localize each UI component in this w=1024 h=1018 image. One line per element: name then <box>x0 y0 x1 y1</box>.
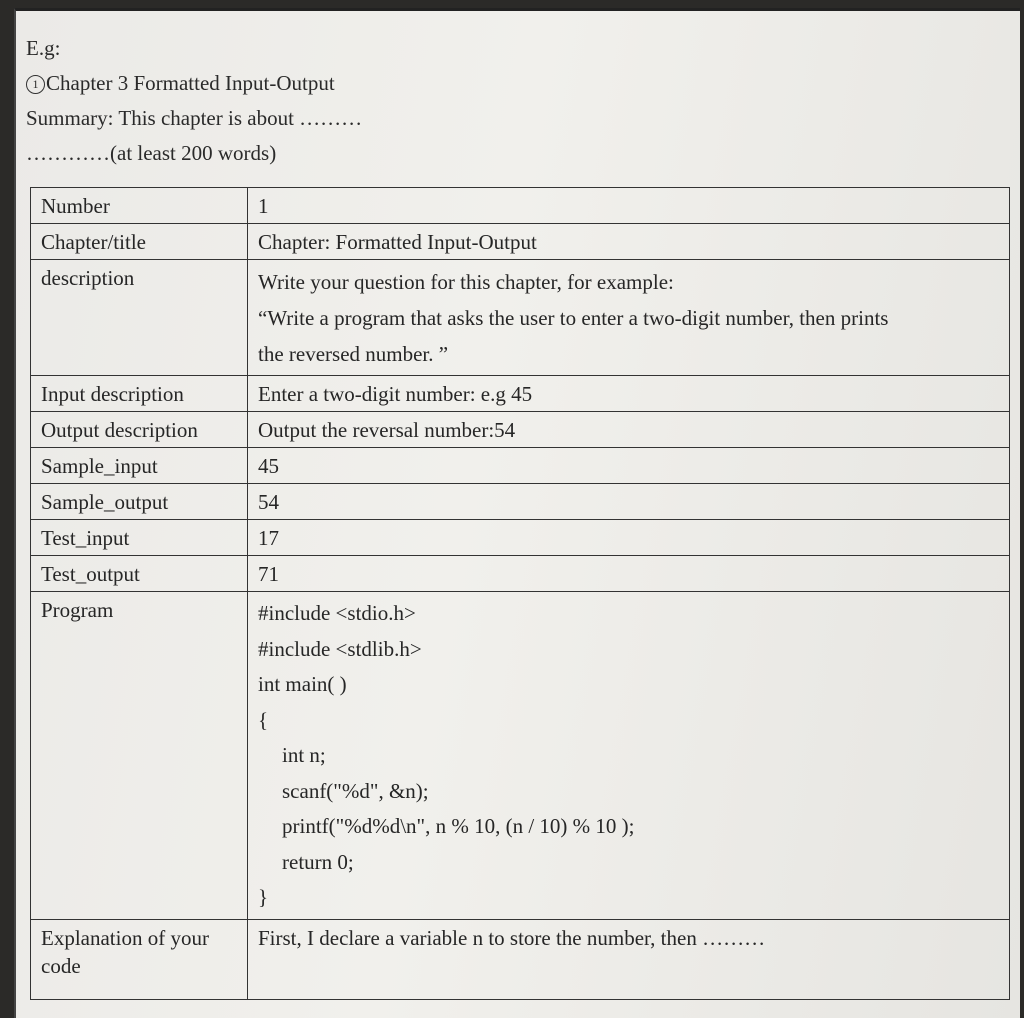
row-value: 54 <box>248 484 1010 520</box>
description-line: Write your question for this chapter, for example: <box>258 270 674 294</box>
chapter-heading-text: Chapter 3 Formatted Input-Output <box>46 71 335 95</box>
code-line: #include <stdio.h> <box>258 601 416 625</box>
row-label: Sample_input <box>31 448 248 484</box>
table-row <box>31 224 1010 260</box>
circled-number: 1 <box>26 75 45 94</box>
description-line: “Write a program that asks the user to enter a two-digit number, then prints <box>258 306 889 330</box>
row-value: Enter a two-digit number: e.g 45 <box>248 376 1010 412</box>
summary-line: Summary: This chapter is about ……… <box>26 106 363 130</box>
row-label: Chapter/title <box>31 224 248 260</box>
table-row <box>31 376 1010 412</box>
code-line: } <box>258 885 269 909</box>
program-code <box>248 592 1010 920</box>
row-label: Program <box>31 592 248 920</box>
code-line: scanf("%d", &n); <box>282 778 429 803</box>
row-label: description <box>31 260 248 376</box>
summary-line-2: …………(at least 200 words) <box>26 141 277 165</box>
description-line: the reversed number. ” <box>258 342 449 366</box>
row-label: Number <box>31 188 248 224</box>
row-label: Sample_output <box>31 484 248 520</box>
label-line: Explanation of your <box>41 925 209 950</box>
row-label: Test_input <box>31 520 248 556</box>
row-value: First, I declare a variable n to store the number, then ……… <box>248 919 1010 999</box>
chapter-heading <box>26 66 362 101</box>
row-label: Test_output <box>31 556 248 592</box>
row-label: Output description <box>31 412 248 448</box>
table-row <box>31 188 1010 224</box>
table-row <box>31 260 1010 376</box>
table-row <box>31 448 1010 484</box>
document-page <box>14 8 1020 1018</box>
code-line: int main( ) <box>258 672 347 696</box>
intro-block <box>26 31 362 171</box>
assignment-table <box>30 187 1010 1000</box>
row-value: 71 <box>248 556 1010 592</box>
table-row <box>31 592 1010 920</box>
code-line: return 0; <box>282 849 354 874</box>
row-value: 45 <box>248 448 1010 484</box>
row-value: 17 <box>248 520 1010 556</box>
code-line: printf("%d%d\n", n % 10, (n / 10) % 10 ); <box>282 814 635 838</box>
code-line: int n; <box>282 743 326 767</box>
code-line: { <box>258 707 269 732</box>
row-value <box>248 260 1010 376</box>
table-row <box>31 556 1010 592</box>
label-line: code <box>41 953 81 978</box>
eg-label: E.g: <box>26 36 61 60</box>
table-row <box>31 520 1010 556</box>
row-label: Input description <box>31 376 248 412</box>
row-value: Output the reversal number:54 <box>248 412 1010 448</box>
code-line: #include <stdlib.h> <box>258 636 422 661</box>
row-label <box>31 919 248 999</box>
table-row <box>31 484 1010 520</box>
row-value: Chapter: Formatted Input-Output <box>248 224 1010 260</box>
row-value: 1 <box>248 188 1010 224</box>
table-row <box>31 412 1010 448</box>
table-row <box>31 919 1010 999</box>
